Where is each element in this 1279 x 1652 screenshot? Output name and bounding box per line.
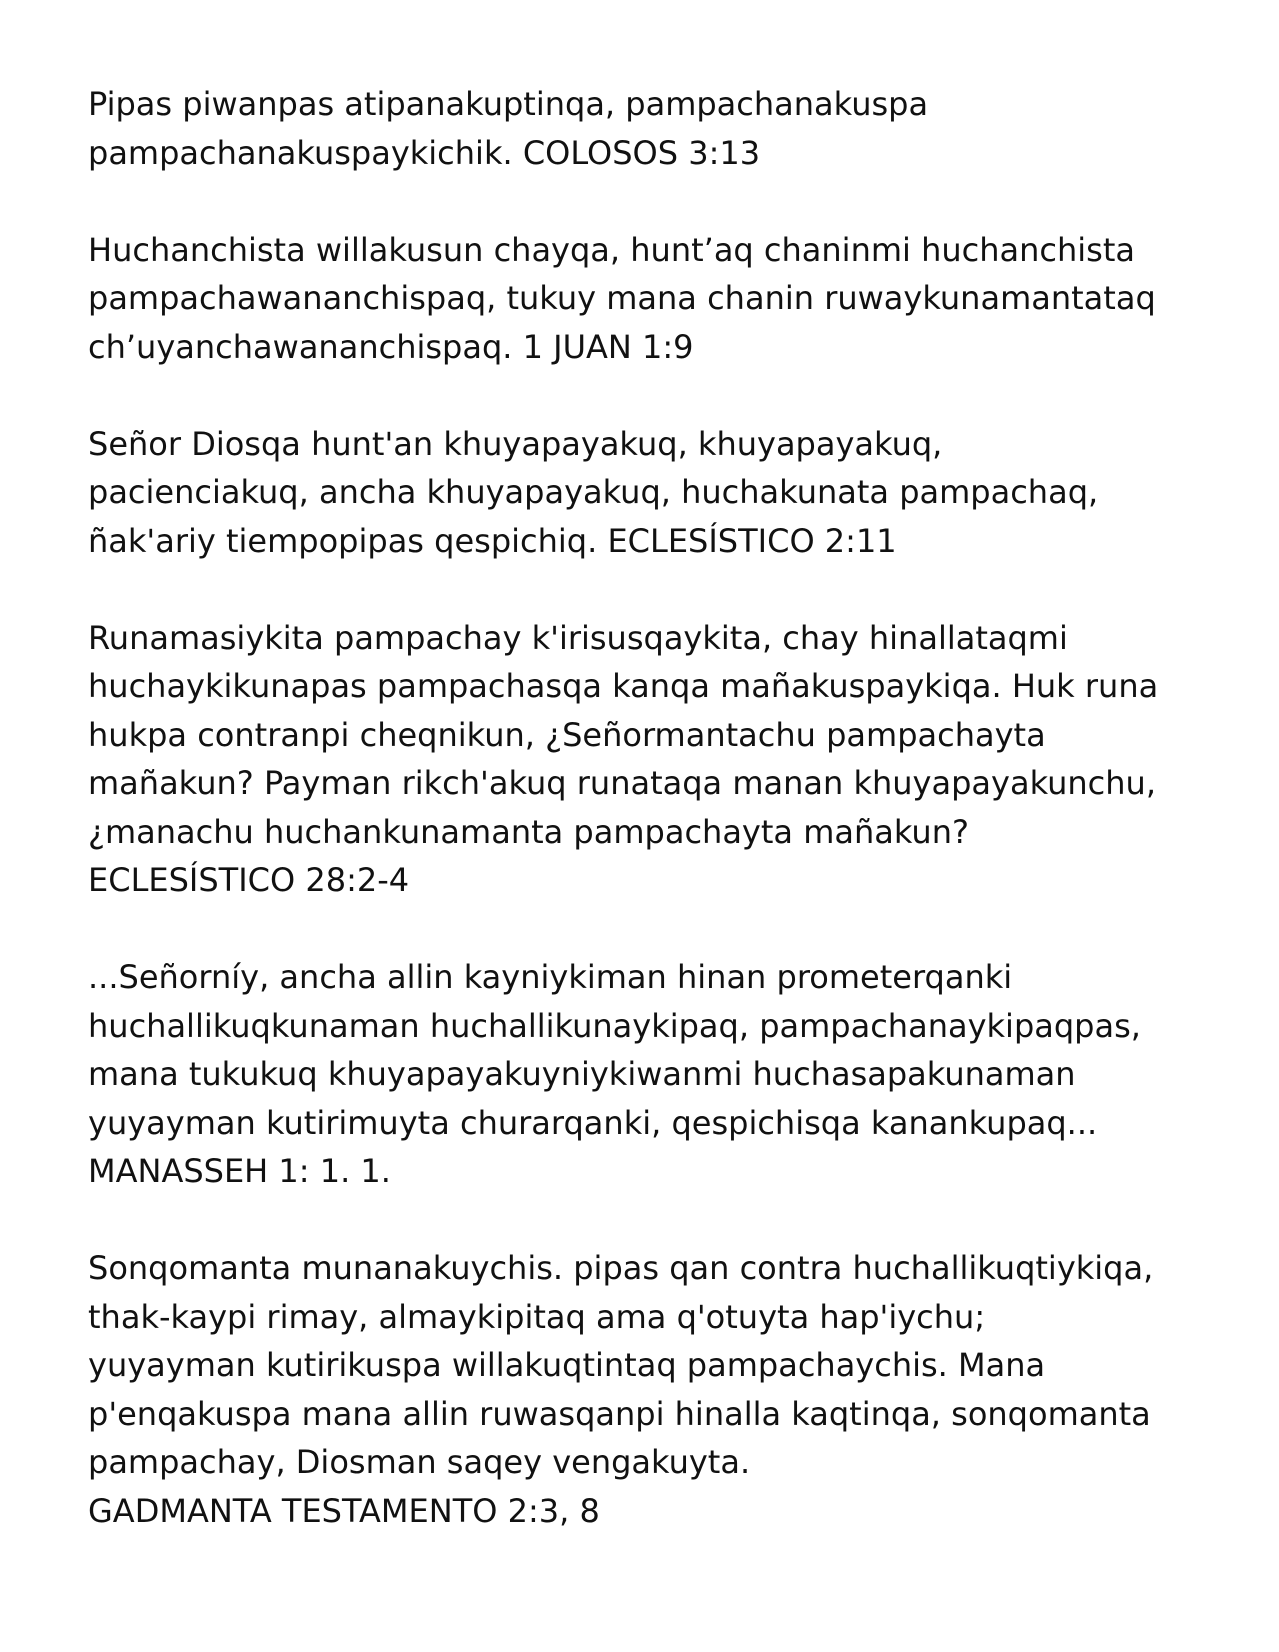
paragraph-gadmanta: Sonqomanta munanakuychis. pipas qan contra huchallikuqtiykiqa, thak-kaypi rimay, almaykipitaq ama q'otuyta hap'iychu; yuyayman kutirikuspa willakuqtintaq pampachaychis. Mana p'enqakuspa mana allin ruwasqanpi hinalla kaqtinqa, sonqomanta pampachay, Diosman saqey vengakuyta. GADMANTA TESTAMENTO 2:3, 8 (88, 1249, 1154, 1530)
paragraph-colosos: Pipas piwanpas atipanakuptinqa, pampachanakuspa pampachanakuspaykichik. COLOSOS 3:13 (88, 85, 929, 172)
paragraph-eclesistico-2: Señor Diosqa hunt'an khuyapayakuq, khuyapayakuq, pacienciakuq, ancha khuyapayakuq, huchakunata pampachaq, ñak'ariy tiempopipas qespichiq. ECLESÍSTICO 2:11 (88, 424, 1099, 560)
paragraph-manasseh: ...Señorníy, ancha allin kayniykiman hinan prometerqanki huchallikuqkunaman huchallikunaykipaq, pampachanaykipaqpas, mana tukukuq khuyapayakuyniykiwanmi huchasapakunaman yuyayman kutirimuyta churarqanki, qespichisqa kanankupaq... MANASSEH 1: 1. 1. (88, 958, 1141, 1190)
paragraph-eclesistico-28: Runamasiykita pampachay k'irisusqaykita, chay hinallataqmi huchaykikunapas pampachasqa kanqa mañakuspaykiqa. Huk runa hukpa contranpi cheqnikun, ¿Señormantachu pampachayta mañakun? Payman rikch'akuq runataqa manan khuyapayakunchu, ¿manachu huchankunamanta pampachayta mañakun? ECLESÍSTICO 28:2-4 (88, 618, 1159, 899)
document-page (88, 80, 1228, 1584)
paragraph-1-juan: Huchanchista willakusun chayqa, hunt’aq chaninmi huchanchista pampachawananchispaq, tukuy mana chanin ruwaykunamantataq ch’uyanchawananchispaq. 1 JUAN 1:9 (88, 230, 1156, 366)
